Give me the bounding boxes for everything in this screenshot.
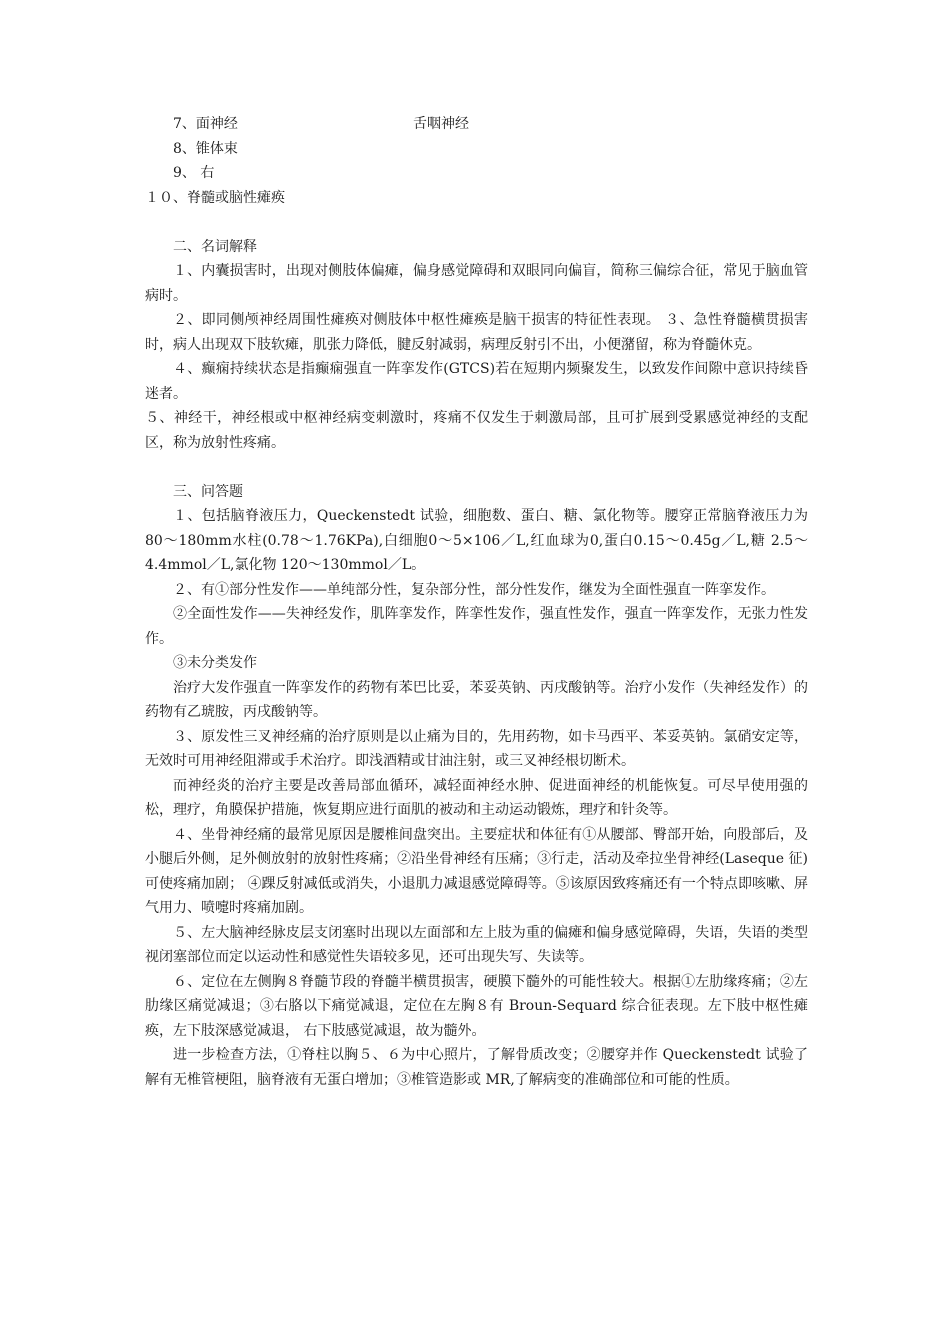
answer-8: 8、锥体束 <box>173 140 238 157</box>
section-3-heading: 三、问答题 <box>173 483 243 500</box>
answer-10: １０、脊髓或脑性瘫痪 <box>145 189 285 206</box>
answer-paragraph: ②全面性发作——失神经发作，肌阵挛发作，阵挛性发作，强直性发作，强直一阵挛发作，无张力性发作。 <box>145 606 808 647</box>
answer-9: 9、 右 <box>173 165 215 181</box>
answer-paragraph: 治疗大发作强直一阵挛发作的药物有苯巴比妥，苯妥英钠、丙戌酸钠等。治疗小发作（失神经发作）的药物有乙琥胺，丙戌酸钠等。 <box>145 679 808 720</box>
answer-paragraph: １、包括脑脊液压力，Queckenstedt 试验，细胞数、蛋白、糖、氯化物等。腰穿正常脑脊液压力为80～180mm水柱(0.78～1.76KPa),白细胞0～5×106／L,红血球为0,蛋白0.15～0.45g／L,糖 2.5～4.4mmol／L,氯化物 120～130mmol／L。 <box>145 508 808 573</box>
answer-paragraph: 而神经炎的治疗主要是改善局部血循环，减轻面神经水肿、促进面神经的机能恢复。可尽早使用强的松，理疗，角膜保护措施，恢复期应进行面肌的被动和主动运动锻炼，理疗和针灸等。 <box>145 777 808 818</box>
definition-5: ５、神经干，神经根或中枢神经病变刺激时，疼痛不仅发生于刺激局部，且可扩展到受累感觉神经的支配区，称为放射性疼痛。 <box>145 410 808 451</box>
answer-7 <box>145 112 808 137</box>
document-page <box>145 112 808 1092</box>
answer-paragraph: ６、定位在左侧胸８脊髓节段的脊髓半横贯损害，硬膜下髓外的可能性较大。根据①左肋缘疼痛；②左肋缘区痛觉减退；③右胳以下痛觉减退，定位在左胸８有 Broun-Sequard 综合征表现。左下肢中枢性瘫痪，左下肢深感觉减退， 右下肢感觉减退，故为髓外。 <box>145 973 808 1039</box>
answer-paragraph: ③未分类发作 <box>173 655 257 671</box>
answer-paragraph: ３、原发性三叉神经痛的治疗原则是以止痛为目的，先用药物，如卡马西平、苯妥英钠。氯硝安定等，无效时可用神经阻滞或手术治疗。即浅酒精或甘油注射，或三叉神经根切断术。 <box>145 728 808 769</box>
definition-2-3: ２、即同侧颅神经周围性瘫痪对侧肢体中枢性瘫痪是脑干损害的特征性表现。 ３、急性脊髓横贯损害时，病人出现双下肢软瘫，肌张力降低，腱反射减弱，病理反射引不出，小便潴留，称为脊髓休克。 <box>145 312 808 353</box>
definition-4: ４、癫痫持续状态是指癫痫强直一阵挛发作(GTCS)若在短期内频聚发生，以致发作间隙中意识持续昏迷者。 <box>145 361 808 402</box>
answer-paragraph: ２、有①部分性发作——单纯部分性，复杂部分性，部分性发作，继发为全面性强直一阵挛发作。 <box>173 581 775 598</box>
answer-7-right: 舌咽神经 <box>413 116 469 132</box>
answer-7-left: 7、面神经 <box>173 116 238 132</box>
section-2-heading: 二、名词解释 <box>173 238 257 255</box>
answer-paragraph: ５、左大脑神经脉皮层支闭塞时出现以左面部和左上肢为重的偏瘫和偏身感觉障碍，失语，失语的类型视闭塞部位而定以运动性和感觉性失语较多见，还可出现失写、失读等。 <box>145 924 808 965</box>
answer-paragraph: 进一步检查方法，①脊柱以胸５、６为中心照片，了解骨质改变；②腰穿并作 Queckenstedt 试验了解有无椎管梗阻，脑脊液有无蛋白增加；③椎管造影或 MR,了解病变的准确部位和可能的性质。 <box>145 1047 808 1088</box>
answer-paragraph: ４、坐骨神经痛的最常见原因是腰椎间盘突出。主要症状和体征有①从腰部、臀部开始，向股部后，及小腿后外侧，足外侧放射的放射性疼痛；②沿坐骨神经有压痛；③行走，活动及牵拉坐骨神经(Laseque 征)可使疼痛加剧； ④踝反射减低或消失，小退肌力减退感觉障碍等。⑤该原因致疼痛还有一个特点即咳嗽、屏气用力、喷嚏时疼痛加剧。 <box>145 826 808 916</box>
definition-1: １、内囊损害时，出现对侧肢体偏瘫，偏身感觉障碍和双眼同向偏盲，简称三偏综合征，常见于脑血管病时。 <box>145 263 808 304</box>
